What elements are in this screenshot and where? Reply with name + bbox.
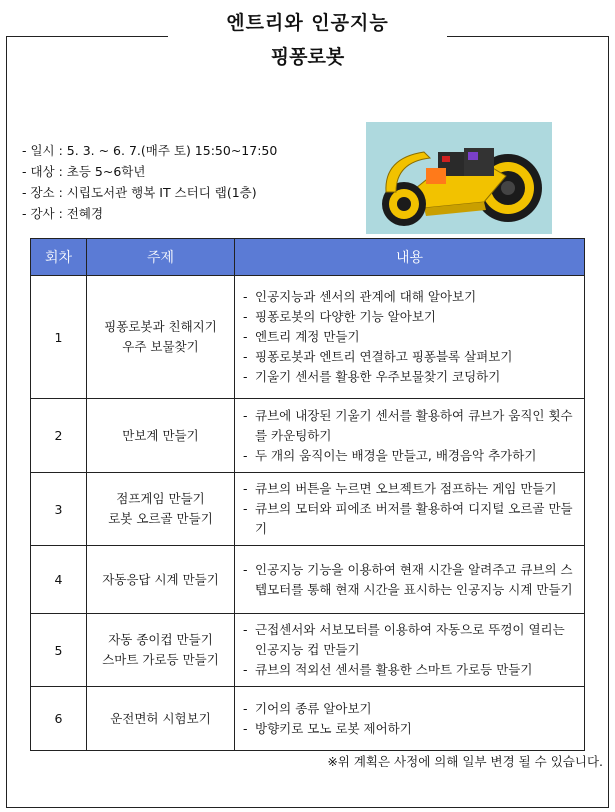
session-content [235,276,585,399]
pingpong-robot-image [366,122,552,234]
session-number: 3 [31,473,87,546]
content-item: - 인공지능과 센서의 관계에 대해 알아보기 [241,287,578,307]
topic-line: 운전면허 시험보기 [110,710,211,726]
session-number: 2 [31,399,87,473]
content-item: - 큐브의 모터와 피에조 버저를 활용하여 디지털 오르골 만들기 [241,499,578,539]
topic-line: 스마트 가로등 만들기 [102,652,219,667]
content-item: - 방향키로 모노 로봇 제어하기 [241,719,578,739]
session-topic [87,614,235,687]
content-item: - 큐브의 버튼을 누르면 오브젝트가 점프하는 게임 만들기 [241,479,578,499]
session-content [235,399,585,473]
table-row [31,276,585,399]
robot-illustration [366,122,552,234]
change-notice: ※위 계획은 사정에 의해 일부 변경 될 수 있습니다. [327,754,603,769]
table-row [31,687,585,751]
table-row [31,473,585,546]
session-topic [87,687,235,751]
table-row [31,399,585,473]
table-row [31,614,585,687]
table-header-row [31,239,585,276]
header-topic: 주제 [87,239,235,276]
session-number: 1 [31,276,87,399]
topic-line: 핑퐁로봇과 친해지기 [104,319,217,334]
content-item: - 근접센서와 서보모터를 이용하여 자동으로 뚜껑이 열리는 인공지능 컵 만들기 [241,620,578,660]
content-item: - 큐브에 내장된 기울기 센서를 활용하여 큐브가 움직인 횟수를 카운팅하기 [241,406,578,446]
topic-line: 자동응답 시계 만들기 [102,571,219,587]
session-topic [87,546,235,614]
info-target: - 대상 : 초등 5~6학년 [22,164,146,179]
info-place: - 장소 : 시립도서관 행복 IT 스터디 랩(1층) [22,185,257,200]
info-date: - 일시 : 5. 3. ~ 6. 7.(매주 토) 15:50~17:50 [22,143,278,158]
topic-line: 점프게임 만들기 [116,491,205,506]
session-number: 4 [31,546,87,614]
header-content: 내용 [235,239,585,276]
content-item: - 큐브의 적외선 센서를 활용한 스마트 가로등 만들기 [241,660,578,680]
content-item: - 인공지능 기능을 이용하여 현재 시간을 알려주고 큐브의 스텝모터를 통해 현재 시간을 표시하는 인공지능 시계 만들기 [241,560,578,600]
header-session: 회차 [31,239,87,276]
session-content [235,546,585,614]
topic-line: 우주 보물찾기 [122,339,199,354]
content-item: - 엔트리 계정 만들기 [241,327,578,347]
page-subtitle: 핑퐁로봇 [270,46,345,68]
content-item: - 두 개의 움직이는 배경을 만들고, 배경음악 추가하기 [241,446,578,466]
content-item: - 기울기 센서를 활용한 우주보물찾기 코딩하기 [241,367,578,387]
topic-line: 자동 종이컵 만들기 [108,632,213,647]
topic-line: 로봇 오르골 만들기 [108,511,213,526]
content-item: - 핑퐁로봇과 엔트리 연결하고 핑퐁블록 살펴보기 [241,347,578,367]
session-topic [87,399,235,473]
session-content [235,614,585,687]
info-instructor: - 강사 : 전혜경 [22,206,104,221]
program-info [22,140,277,224]
topic-line: 만보계 만들기 [122,427,199,443]
content-item: - 핑퐁로봇의 다양한 기능 알아보기 [241,307,578,327]
session-content [235,473,585,546]
session-content [235,687,585,751]
content-item: - 기어의 종류 알아보기 [241,699,578,719]
session-number: 5 [31,614,87,687]
session-topic [87,473,235,546]
session-number: 6 [31,687,87,751]
session-topic [87,276,235,399]
table-row [31,546,585,614]
curriculum-table [30,238,585,751]
page-title: 엔트리와 인공지능 [226,12,389,34]
